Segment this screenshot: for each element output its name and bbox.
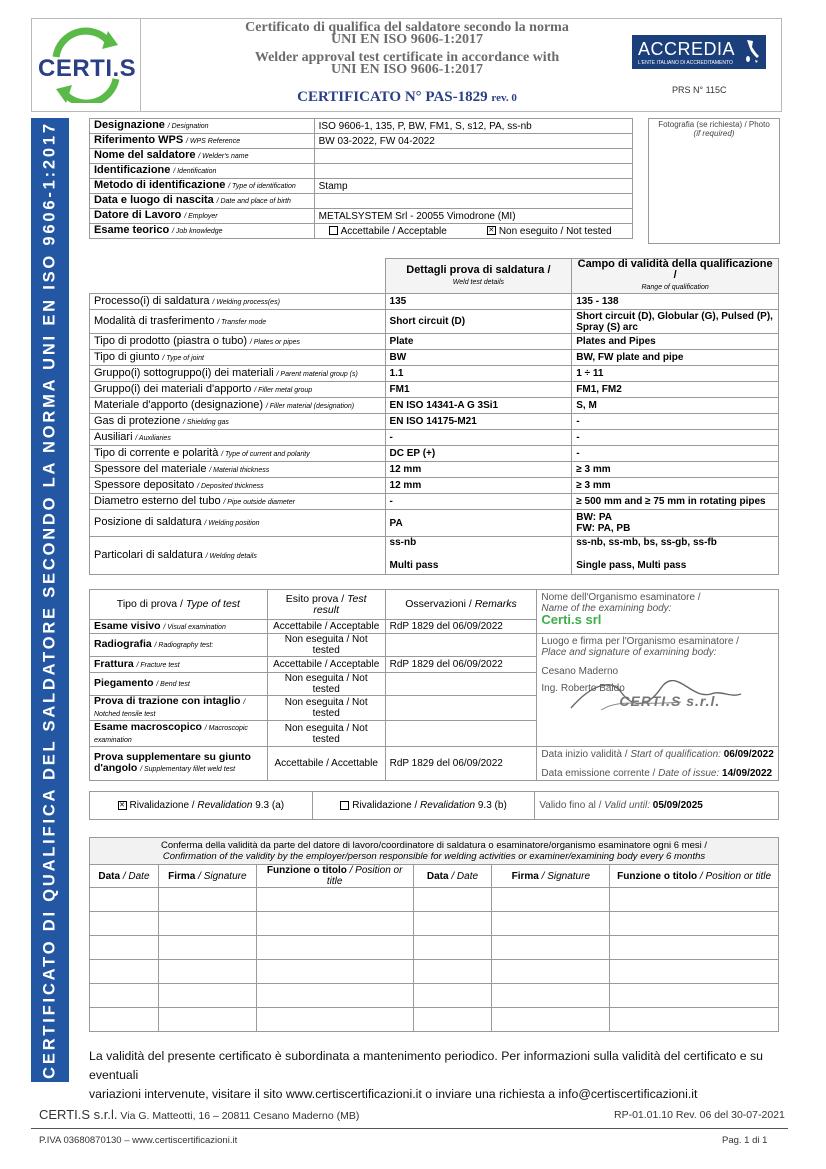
confirmation-table [89,837,779,1032]
detail-label: Gas di protezione / Shielding gas [90,414,386,430]
test-result: Non eseguita / Not tested [267,721,385,747]
detail-test-value: Plate [385,334,572,350]
detail-row [90,310,779,334]
detail-label: Tipo di giunto / Type of joint [90,350,386,366]
examining-body-name: Certi.s srl [541,612,602,627]
detail-row [90,382,779,398]
confirmation-cell[interactable] [413,888,492,912]
welder-info-label: Data e luogo di nascita / Date and place of birth [90,194,315,209]
confirmation-cell[interactable] [90,888,159,912]
tests-result-header: Esito prova / Test result [267,590,385,620]
detail-test-value: - [385,430,572,446]
confirmation-row [90,888,779,912]
detail-test-value: EN ISO 14175-M21 [385,414,572,430]
detail-label: Processo(i) di saldatura / Welding process(es) [90,294,386,310]
test-result: Accettabile / Acceptable [267,620,385,634]
detail-range-value: Plates and Pipes [572,334,779,350]
footer-address: CERTI.S s.r.l. Via G. Matteotti, 16 – 20811 Cesano Maderno (MB) [39,1107,360,1122]
detail-test-value: FM1 [385,382,572,398]
detail-label: Modalità di trasferimento / Transfer mode [90,310,386,334]
confirmation-row [90,960,779,984]
welder-info-row [90,149,633,164]
confirmation-cell[interactable] [492,984,610,1008]
test-remarks [385,721,537,747]
detail-range-value: 135 - 138 [572,294,779,310]
sidebar-text: CERTIFICATO DI QUALIFICA DEL SALDATORE SECONDO LA NORMA UNI EN ISO 9606-1:2017 [40,121,59,1079]
confirmation-col-header: Data / Date [90,865,159,888]
detail-range-value: ≥ 3 mm [572,478,779,494]
confirmation-cell[interactable] [90,960,159,984]
confirmation-cell[interactable] [256,1008,413,1032]
test-remarks [385,696,537,721]
welder-info-value: METALSYSTEM Srl - 20055 Vimodrone (MI) [314,209,632,224]
title-it-2: UNI EN ISO 9606-1:2017 [330,32,484,47]
detail-range-value: - [572,414,779,430]
detail-row [90,366,779,382]
test-label: Radiografia / Radiography test: [90,634,268,657]
detail-row [90,430,779,446]
detail-label: Spessore depositato / Deposited thickness [90,478,386,494]
detail-test-value: 1.1 [385,366,572,382]
detail-range-value: - [572,430,779,446]
detail-label: Gruppo(i) dei materiali d'apporto / Filler metal group [90,382,386,398]
confirmation-header: Conferma della validità da parte del datore di lavoro/coordinatore di saldatura o esaminatore/organismo esaminatore ogni 6 mesi / Confirmation of the validity by the employer/person responsible for welding activities or examiner/examining body every 6 months [90,838,779,865]
welder-info-value: BW 03-2022, FW 04-2022 [314,134,632,149]
italy-map-icon [744,39,760,65]
detail-range-value: - [572,446,779,462]
confirmation-cell[interactable] [492,960,610,984]
signature-stamp [541,694,774,724]
particulars-row [90,537,779,575]
detail-test-value: - [385,494,572,510]
welder-info-value [314,164,632,179]
detail-label: Spessore del materiale / Material thickness [90,462,386,478]
test-label: Prova di trazione con intaglio / Notched tensile test [90,696,268,721]
footer-page: Pag. 1 di 1 [722,1135,768,1146]
logo-text: CERTI.S [38,55,137,82]
position-range: BW: PA FW: PA, PB [572,510,779,537]
footer-divider [31,1128,788,1129]
position-row [90,510,779,537]
checkbox-empty-icon[interactable] [329,226,338,235]
detail-test-value: 12 mm [385,478,572,494]
particulars-range: ss-nb, ss-mb, bs, ss-gb, ss-fb Single pass, Multi pass [572,537,779,575]
welder-info-table [89,118,633,239]
confirmation-col-header: Data / Date [413,865,492,888]
confirmation-cell[interactable] [610,960,779,984]
validity-note: La validità del presente certificato è subordinata a mantenimento periodico. Per informazioni sulla validità del certificato e su eventuali variazioni intervenute, visitare il sito www.certiscertificazioni.it o inviare una richiesta a info@certiscertificazioni.it [89,1049,763,1101]
detail-label: Tipo di prodotto (piastra o tubo) / Plates or pipes [90,334,386,350]
theory-label: Esame teorico / Job knowledge [90,224,315,239]
accredia-sub: L'ENTE ITALIANO DI ACCREDITAMENTO [638,60,733,66]
confirmation-cell[interactable] [158,912,256,936]
certificate-number: CERTIFICATO N° PAS-1829 rev. 0 [297,89,517,105]
test-result: Accettabile / Accettable [267,747,385,781]
checkbox-checked-icon[interactable]: ✕ [488,227,495,235]
confirmation-cell[interactable] [413,984,492,1008]
revalidation-b[interactable]: Rivalidazione / Revalidation 9.3 (b) [312,792,535,820]
confirmation-col-header: Firma / Signature [492,865,610,888]
welder-info-row [90,134,633,149]
confirmation-cell[interactable] [413,1008,492,1032]
confirmation-cell[interactable] [256,984,413,1008]
confirmation-cell[interactable] [158,888,256,912]
confirmation-cell[interactable] [90,912,159,936]
confirmation-cell[interactable] [610,936,779,960]
revalidation-a[interactable]: ✕ Rivalidazione / Revalidation 9.3 (a) [90,792,313,820]
welder-info-label: Metodo di identificazione / Type of identification [90,179,315,194]
title-en-1: Welder approval test certificate in accordance with [254,50,560,65]
confirmation-cell[interactable] [610,1008,779,1032]
detail-row [90,294,779,310]
confirmation-cell[interactable] [158,1008,256,1032]
detail-range-value: ≥ 3 mm [572,462,779,478]
detail-range-value: 1 ÷ 11 [572,366,779,382]
confirmation-cell[interactable] [256,960,413,984]
detail-row [90,462,779,478]
photo-label: Fotografia (se richiesta) / Photo [658,120,770,129]
detail-range-value: FM1, FM2 [572,382,779,398]
welder-info-label: Riferimento WPS / WPS Reference [90,134,315,149]
test-remarks [385,634,537,657]
detail-label: Tipo di corrente e polarità / Type of current and polarity [90,446,386,462]
confirmation-row [90,984,779,1008]
detail-label: Diametro esterno del tubo / Pipe outside diameter [90,494,386,510]
confirmation-cell[interactable] [158,984,256,1008]
confirmation-cell[interactable] [492,1008,610,1032]
position-test: PA [385,510,572,537]
test-remarks [385,673,537,696]
title-it-1: Certificato di qualifica del saldatore secondo la norma [245,20,569,35]
theory-row [90,224,633,239]
theory-options: Accettabile / Acceptable ✕ Non eseguito / Not tested [314,224,632,239]
detail-row [90,494,779,510]
tests-table [89,589,779,781]
range-header: Campo di validità della qualificazione / Range of qualification [572,259,779,294]
welder-info-label: Nome del saldatore / Welder's name [90,149,315,164]
detail-row [90,446,779,462]
confirmation-cell[interactable] [413,912,492,936]
welder-info-value: ISO 9606-1, 135, P, BW, FM1, S, s12, PA, ss-nb [314,119,632,134]
detail-test-value: Short circuit (D) [385,310,572,334]
confirmation-cell[interactable] [413,960,492,984]
confirmation-cell[interactable] [90,936,159,960]
checkbox-checked-icon[interactable]: ✕ [119,801,125,809]
examining-body-cell: Nome dell'Organismo esaminatore / Name of the examining body: Certi.s srl [537,590,779,634]
detail-test-value: BW [385,350,572,366]
test-label: Prova supplementare su giunto d'angolo / Supplementary fillet weld test [90,747,268,781]
test-remarks: RdP 1829 del 06/09/2022 [385,657,537,673]
accredia-name: ACCREDIA [638,39,736,59]
detail-label: Ausiliari / Auxiliaries [90,430,386,446]
confirmation-cell[interactable] [492,912,610,936]
detail-label: Materiale d'apporto (designazione) / Filler material (designation) [90,398,386,414]
confirmation-row [90,912,779,936]
welder-info-value [314,149,632,164]
confirmation-cell[interactable] [610,912,779,936]
tests-type-header: Tipo di prova / Type of test [90,590,268,620]
detail-test-value: EN ISO 14341-A G 3Si1 [385,398,572,414]
footer-doc-ref: RP-01.01.10 Rev. 06 del 30-07-2021 [614,1109,785,1121]
welder-info-row [90,194,633,209]
welder-info-row [90,119,633,134]
tests-remarks-header: Osservazioni / Remarks [385,590,537,620]
confirmation-cell[interactable] [492,888,610,912]
confirmation-col-header: Funzione o titolo / Position or title [256,865,413,888]
valid-until: Valido fino al / Valid until: 05/09/2025 [535,792,779,820]
confirmation-cell[interactable] [90,984,159,1008]
confirmation-row [90,936,779,960]
detail-test-value: DC EP (+) [385,446,572,462]
welder-info-label: Identificazione / Identification [90,164,315,179]
particulars-test: ss-nb Multi pass [385,537,572,575]
welder-info-value: Stamp [314,179,632,194]
detail-range-value: ≥ 500 mm and ≥ 75 mm in rotating pipes [572,494,779,510]
title-en-2: UNI EN ISO 9606-1:2017 [330,62,484,77]
confirmation-row [90,1008,779,1032]
confirmation-cell[interactable] [158,960,256,984]
logo [36,27,136,103]
confirmation-cell[interactable] [610,888,779,912]
certificate-header [31,18,782,112]
test-result: Non eseguita / Not tested [267,634,385,657]
confirmation-cell[interactable] [256,888,413,912]
test-label: Esame visivo / Visual examination [90,620,268,634]
test-result: Accettabile / Acceptable [267,657,385,673]
weld-details-table [89,258,779,575]
prs-number: PRS N° 115C [672,85,727,95]
photo-label-en: (if required) [693,129,735,138]
detail-row [90,334,779,350]
welder-info-row [90,164,633,179]
test-remarks: RdP 1829 del 06/09/2022 [385,747,537,781]
detail-row [90,478,779,494]
confirmation-cell[interactable] [256,936,413,960]
revalidation-table [89,791,779,820]
detail-test-value: 12 mm [385,462,572,478]
welder-info-row [90,209,633,224]
detail-range-value: BW, FW plate and pipe [572,350,779,366]
test-result: Non eseguita / Not tested [267,696,385,721]
test-remarks: RdP 1829 del 06/09/2022 [385,620,537,634]
detail-label: Gruppo(i) sottogruppo(i) dei materiali / Parent material group (s) [90,366,386,382]
test-label: Frattura / Fracture test [90,657,268,673]
particulars-label: Particolari di saldatura / Welding details [90,537,386,575]
detail-range-value: S, M [572,398,779,414]
welder-info-row [90,179,633,194]
confirmation-cell[interactable] [413,936,492,960]
dates-cell: Data inizio validità / Start of qualification: 06/09/2022 Data emissione corrente / Date of issue: 14/09/2022 [537,747,779,781]
detail-row [90,350,779,366]
welder-info-label: Datore di Lavoro / Employer [90,209,315,224]
welder-info-label: Designazione / Designation [90,119,315,134]
detail-row [90,414,779,430]
confirmation-cell[interactable] [492,936,610,960]
confirmation-col-header: Funzione o titolo / Position or title [610,865,779,888]
weld-test-header: Dettagli prova di saldatura / Weld test details [385,259,572,294]
test-label: Piegamento / Bend test [90,673,268,696]
confirmation-cell[interactable] [158,936,256,960]
detail-test-value: 135 [385,294,572,310]
detail-range-value: Short circuit (D), Globular (G), Pulsed (P), Spray (S) arc [572,310,779,334]
test-row [90,747,779,781]
welder-info-value [314,194,632,209]
accredia-logo [632,35,766,69]
detail-row [90,398,779,414]
test-label: Esame macroscopico / Macroscopic examination [90,721,268,747]
footer-vat: P.IVA 03680870130 – www.certiscertificazioni.it [39,1135,238,1146]
test-row [90,634,779,657]
sidebar-banner [31,118,69,1082]
test-result: Non eseguita / Not tested [267,673,385,696]
examiner-signature-cell: Luogo e firma per l'Organismo esaminatore / Place and signature of examining body: Cesano Maderno Ing. Roberto Baldo CERTI.S s.r.l. [537,634,779,747]
position-label: Posizione di saldatura / Welding position [90,510,386,537]
photo-box [648,118,780,244]
confirmation-cell[interactable] [90,1008,159,1032]
stamp-text: CERTI.S s.r.l. [619,693,721,709]
checkbox-empty-icon[interactable] [340,801,349,810]
confirmation-cell[interactable] [256,912,413,936]
confirmation-cell[interactable] [610,984,779,1008]
confirmation-col-header: Firma / Signature [158,865,256,888]
